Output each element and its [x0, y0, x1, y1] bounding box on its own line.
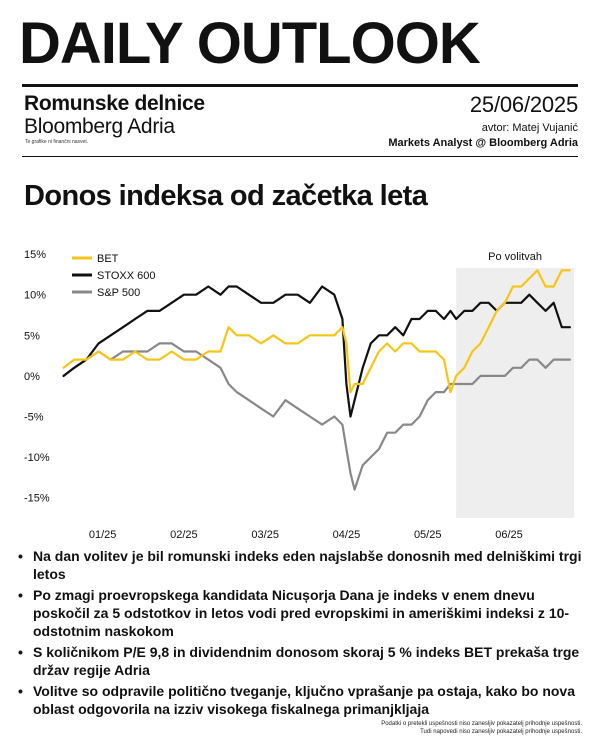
legend-label: STOXX 600: [97, 270, 156, 282]
top-rule: [22, 84, 578, 87]
report-date: 25/06/2025: [469, 92, 578, 117]
bullet-item: • S količnikom P/E 9,8 in dividendnim donosom skoraj 5 % indeks BET prekaša trge držav regije Adria: [18, 643, 584, 679]
shaded-region-label: Po volitvah: [488, 251, 542, 263]
disclaimer-line: Podatki o pretekli uspešnosti niso zanesljiv pokazatelj prihodnje uspešnosti.: [381, 721, 582, 727]
legend-label: BET: [97, 253, 119, 265]
y-tick-label: -10%: [24, 452, 50, 465]
tagline: Te grafike ni finančni nasvet.: [25, 139, 89, 145]
x-tick-label: 04/25: [332, 529, 361, 540]
bullet-list: [18, 547, 584, 721]
disclaimer: [381, 720, 582, 736]
masthead-title: DAILY OUTLOOK: [19, 11, 480, 76]
line-chart: [0, 240, 600, 540]
bullet-item: • Volitve so odpravile politično tveganje, ključno vprašanje pa ostaja, kako bo nova oblast odgovorila na izziv visokega fiskalnega primanjkljaja: [18, 682, 584, 718]
brand-name: Bloomberg Adria: [24, 115, 175, 138]
bullet-item: • Na dan volitev je bil romunski indeks eden najslabše donosnih med delniškimi trgi letos: [18, 547, 584, 583]
y-tick-label: 5%: [24, 330, 40, 343]
chart-title: Donos indeksa od začetka leta: [24, 180, 428, 212]
legend-label: S&P 500: [97, 287, 141, 299]
y-tick-label: 15%: [24, 249, 47, 262]
y-tick-label: 0%: [24, 370, 40, 383]
shaded-region: [456, 268, 574, 518]
bullet-item: • Po zmagi proevropskega kandidata Nicușorja Dana je indeks v enem dnevu poskočil za 5 odstotkov in letos vodi pred evropskimi in ameriškimi indeksi z 10-odstotnim naskokom: [18, 586, 584, 640]
report-subtitle: Romunske delnice: [24, 92, 205, 115]
header-divider: [22, 156, 578, 157]
y-tick-label: -15%: [24, 492, 50, 505]
x-tick-label: 05/25: [413, 529, 442, 540]
x-tick-label: 02/25: [170, 529, 198, 540]
x-tick-label: 03/25: [251, 529, 279, 540]
y-tick-label: 10%: [24, 289, 47, 302]
x-tick-label: 06/25: [495, 529, 523, 540]
author-role: Markets Analyst @ Bloomberg Adria: [388, 137, 578, 149]
author: avtor: Matej Vujanić: [481, 122, 578, 134]
x-tick-label: 01/25: [88, 529, 117, 540]
y-tick-label: -5%: [24, 411, 44, 424]
disclaimer-line: Tudi napovedi niso zanesljiv pokazatelj prihodnje uspešnosti.: [420, 729, 582, 735]
